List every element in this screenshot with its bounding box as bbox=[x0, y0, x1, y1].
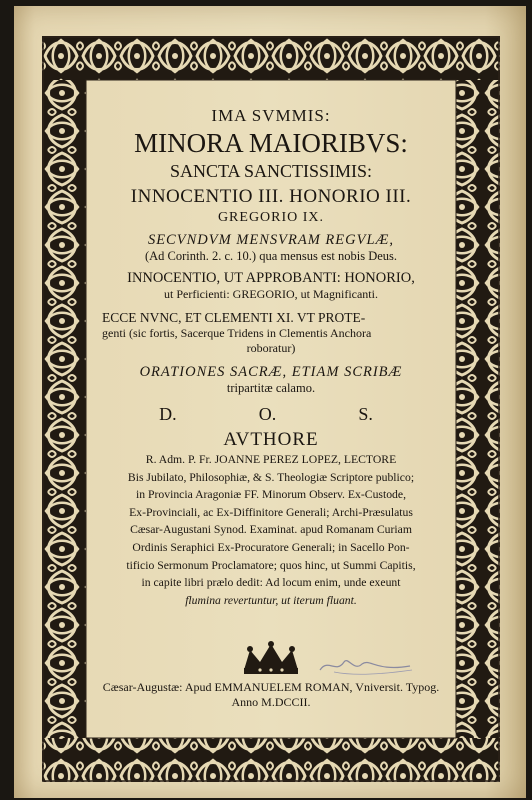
author-line: Bis Jubilato, Philosophiæ, & S. Theologiæ Scriptore publico; bbox=[127, 470, 415, 484]
author-heading: AVTHORE bbox=[223, 429, 319, 450]
author-line: tificio Sermonum Proclamatore; quos hinc, ut Summi Capitis, bbox=[126, 558, 416, 572]
imprint bbox=[98, 680, 444, 710]
title-page bbox=[14, 6, 526, 798]
title-line-12: roboratur) bbox=[246, 341, 296, 355]
dos-letter: S. bbox=[358, 404, 373, 424]
title-line-6: SECVNDVM MENSVRAM REGVLÆ, bbox=[147, 232, 395, 248]
title-line-7: (Ad Corinth. 2. c. 10.) qua mensus est nobis Deus. bbox=[144, 249, 398, 263]
author-line: in Provincia Aragoniæ FF. Minorum Observ. Ex-Custode, bbox=[135, 488, 407, 502]
title-line-3: SANCTA SANCTISSIMIS: bbox=[169, 161, 373, 181]
crown-icon bbox=[240, 640, 302, 676]
signature-icon bbox=[314, 654, 414, 678]
title-line-10: ECCE NVNC, ET CLEMENTI XI. VT PROTE- bbox=[102, 310, 366, 325]
title-line-11: genti (sic fortis, Sacerque Tridens in Clementis Anchora bbox=[102, 326, 372, 340]
dos-letter: O. bbox=[258, 404, 277, 424]
title-line-14: tripartitæ calamo. bbox=[226, 381, 316, 395]
title-line-2: MINORA MAIORIBVS: bbox=[134, 128, 408, 158]
crown-ornament bbox=[240, 640, 302, 681]
author-line: flumina revertuntur, ut iterum fluant. bbox=[185, 593, 357, 607]
imprint-line-2: Anno M.DCCII. bbox=[231, 695, 311, 709]
title-line-8: INNOCENTIO, UT APPROBANTI: HONORIO, bbox=[127, 270, 415, 286]
title-text bbox=[98, 100, 444, 640]
title-line-4: INNOCENTIO III. HONORIO III. bbox=[130, 186, 412, 207]
author-line: Ex-Provinciali, ac Ex-Diffinitore Generali; Archi-Præsulatus bbox=[129, 505, 413, 519]
author-line: Ordinis Seraphici Ex-Procuratore Generali; in Sacello Pon- bbox=[132, 540, 410, 554]
dos-letter: D. bbox=[159, 404, 177, 424]
dedication-dos bbox=[118, 404, 414, 425]
title-line-1: IMA SVMMIS: bbox=[211, 106, 331, 125]
author-line: in capite libri prælo dedit: Ad locum enim, unde exeunt bbox=[141, 576, 401, 590]
title-line-9: ut Perficienti: GREGORIO, ut Magnificanti. bbox=[164, 287, 378, 301]
imprint-line-1: Cæsar-Augustæ: Apud EMMANUELEM ROMAN, Vniversit. Typog. bbox=[102, 680, 440, 694]
signature-mark bbox=[314, 654, 414, 683]
title-line-5: GREGORIO IX. bbox=[217, 210, 325, 225]
author-line: R. Adm. P. Fr. JOANNE PEREZ LOPEZ, LECTORE bbox=[145, 453, 397, 466]
title-line-13: ORATIONES SACRÆ, ETIAM SCRIBÆ bbox=[139, 364, 403, 380]
author-line: Cæsar-Augustani Synod. Examinat. apud Romanam Curiam bbox=[130, 523, 412, 537]
